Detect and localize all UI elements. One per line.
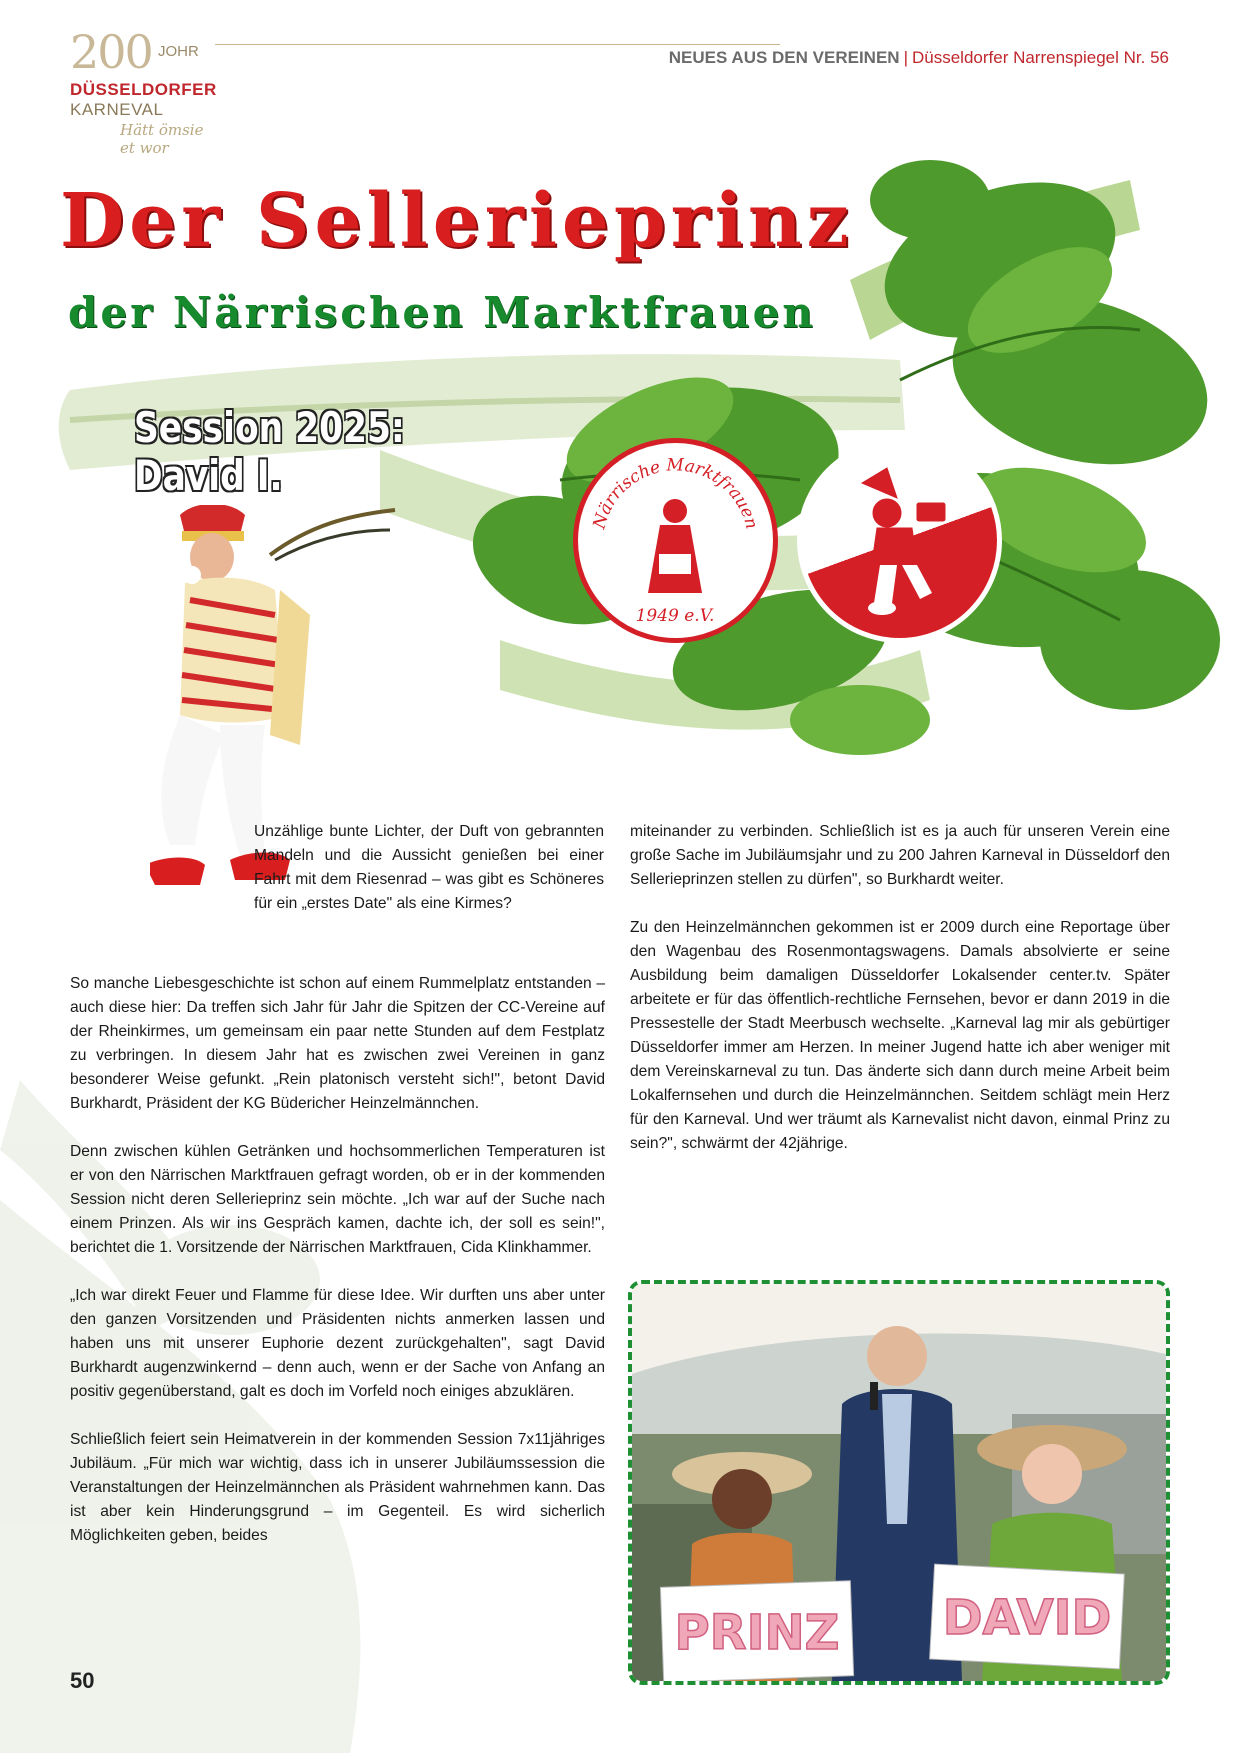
section-name: NEUES AUS DEN VEREINEN <box>668 48 900 67</box>
magazine-name: Düsseldorfer Narrenspiegel Nr. 56 <box>911 48 1169 67</box>
emblem-year-text: 1949 e.V. <box>635 606 715 626</box>
market-woman-icon <box>648 499 702 593</box>
session-line-1: Session 2025: <box>134 403 405 452</box>
logo-line1: DÜSSELDORFER <box>70 80 217 99</box>
right-column <box>630 820 1170 1180</box>
running-header <box>669 48 1169 68</box>
marktfrauen-emblem-art <box>578 443 773 638</box>
header-rule <box>215 44 780 45</box>
article-title: Der Sellerieprinz <box>60 178 854 264</box>
logo-slogan: Hätt ömsie et wor <box>120 121 204 157</box>
left-paragraph-4: Schließlich feiert sein Heimatverein in der kommenden Session 7x11jähriges Jubiläum. „Für mich war wichtig, dass ich in unserer Jubiläumssession die Veranstaltungen der Heinzelmännchen als Präsident wahrnehmen kann. Das ist aber kein Hinderungsgrund – im Gegenteil. Es wird sicherlich Möglichkeiten geben, beides <box>70 1431 605 1544</box>
sign-prinz: PRINZ <box>674 1605 840 1661</box>
article-subtitle: der Närrischen Marktfrauen <box>68 288 816 337</box>
event-photo-illustration <box>632 1284 1166 1681</box>
page-number: 50 <box>70 1668 95 1693</box>
left-column <box>70 972 605 1572</box>
right-paragraph-1: miteinander zu verbinden. Schließlich ist es ja auch für unseren Verein eine große Sache im Jubiläumsjahr und zu 200 Jahren Karneval in Düsseldorf den Sellerieprinzen stellen zu dürfen", so Burkhardt weiter. <box>630 823 1170 888</box>
jubilee-logo <box>70 25 217 157</box>
heinzelmaennchen-emblem <box>797 438 1002 643</box>
emblem-name-text: Närrische Marktfrauen <box>589 455 762 532</box>
logo-jahr: JOHR <box>158 43 199 60</box>
left-paragraph-2: Denn zwischen kühlen Getränken und hochsommerlichen Temperaturen ist er von den Närrischen Marktfrauen gefragt worden, ob er in der kommenden Session nicht deren Sellerieprinz sein möchte. „Ich war auf der Suche nach einem Prinzen. Als wir ins Gespräch kamen, dachte ich, der soll es sein!", berichtet die 1. Vorsitzende der Närrischen Marktfrauen, Cida Klinkhammer. <box>70 1143 605 1256</box>
session-heading <box>134 404 405 500</box>
heinzelmaennchen-figure-icon <box>802 443 997 638</box>
header-separator: | <box>903 48 908 67</box>
session-line-2: David I. <box>134 451 283 500</box>
logo-number: 200 <box>70 25 152 79</box>
event-photo <box>628 1280 1170 1685</box>
left-paragraph-1: So manche Liebesgeschichte ist schon auf einem Rummelplatz entstanden – auch diese hier: Da treffen sich Jahr für Jahr die Spitzen der CC-Vereine auf der Rheinkirmes, um gemeinsam ein paar nette Stunden auf dem Festplatz zu verbringen. In diesem Jahr hat es zwischen zwei Vereinen in ganz besonderer Weise gefunkt. „Rein platonisch versteht sich!", betont David Burkhardt, Präsident der KG Büdericher Heinzelmännchen. <box>70 975 605 1112</box>
right-paragraph-2: Zu den Heinzelmännchen gekommen ist er 2009 durch eine Reportage über den Wagenbau des Rosenmontagswagens. Damals absolvierte er seine Ausbildung beim damaligen Düsseldorfer Lokalsender center.tv. Später arbeitete er für das öffentlich-rechtliche Fernsehen, bevor er dann 2019 in die Pressestelle der Stadt Meerbusch wechselte. „Karneval lag mir als gebürtiger Düsseldorfer immer am Herzen. In meiner Jugend hatte ich aber weniger mit dem Vereinskarneval zu tun. Das änderte sich dann durch meine Arbeit beim Lokalfernsehen und durch die Heinzelmännchen. Seitdem schlägt mein Herz für den Karneval. Und wer träumt als Karnevalist nicht davon, einmal Prinz zu sein?", schwärmt der 42jährige. <box>630 919 1170 1152</box>
left-paragraph-3: „Ich war direkt Feuer und Flamme für diese Idee. Wir durften uns aber unter den ganzen Vorsitzenden und Präsidenten nichts anmerken lassen und haben uns mit unserer Euphorie dezent zurückgehalten", sagt David Burkhardt augenzwinkernd – denn auch, wenn er der Sache von Anfang an positiv gegenüberstand, galt es doch im Vorfeld noch einiges abzuklären. <box>70 1287 605 1400</box>
logo-line2: KARNEVAL <box>70 100 164 119</box>
article-intro: Unzählige bunte Lichter, der Duft von gebrannten Mandeln und die Aussicht genießen bei einer Fahrt mit dem Riesenrad – was gibt es Schöneres für ein „erstes Date" als eine Kirmes? <box>254 823 604 912</box>
marktfrauen-emblem <box>573 438 778 643</box>
sign-david: DAVID <box>942 1590 1112 1646</box>
